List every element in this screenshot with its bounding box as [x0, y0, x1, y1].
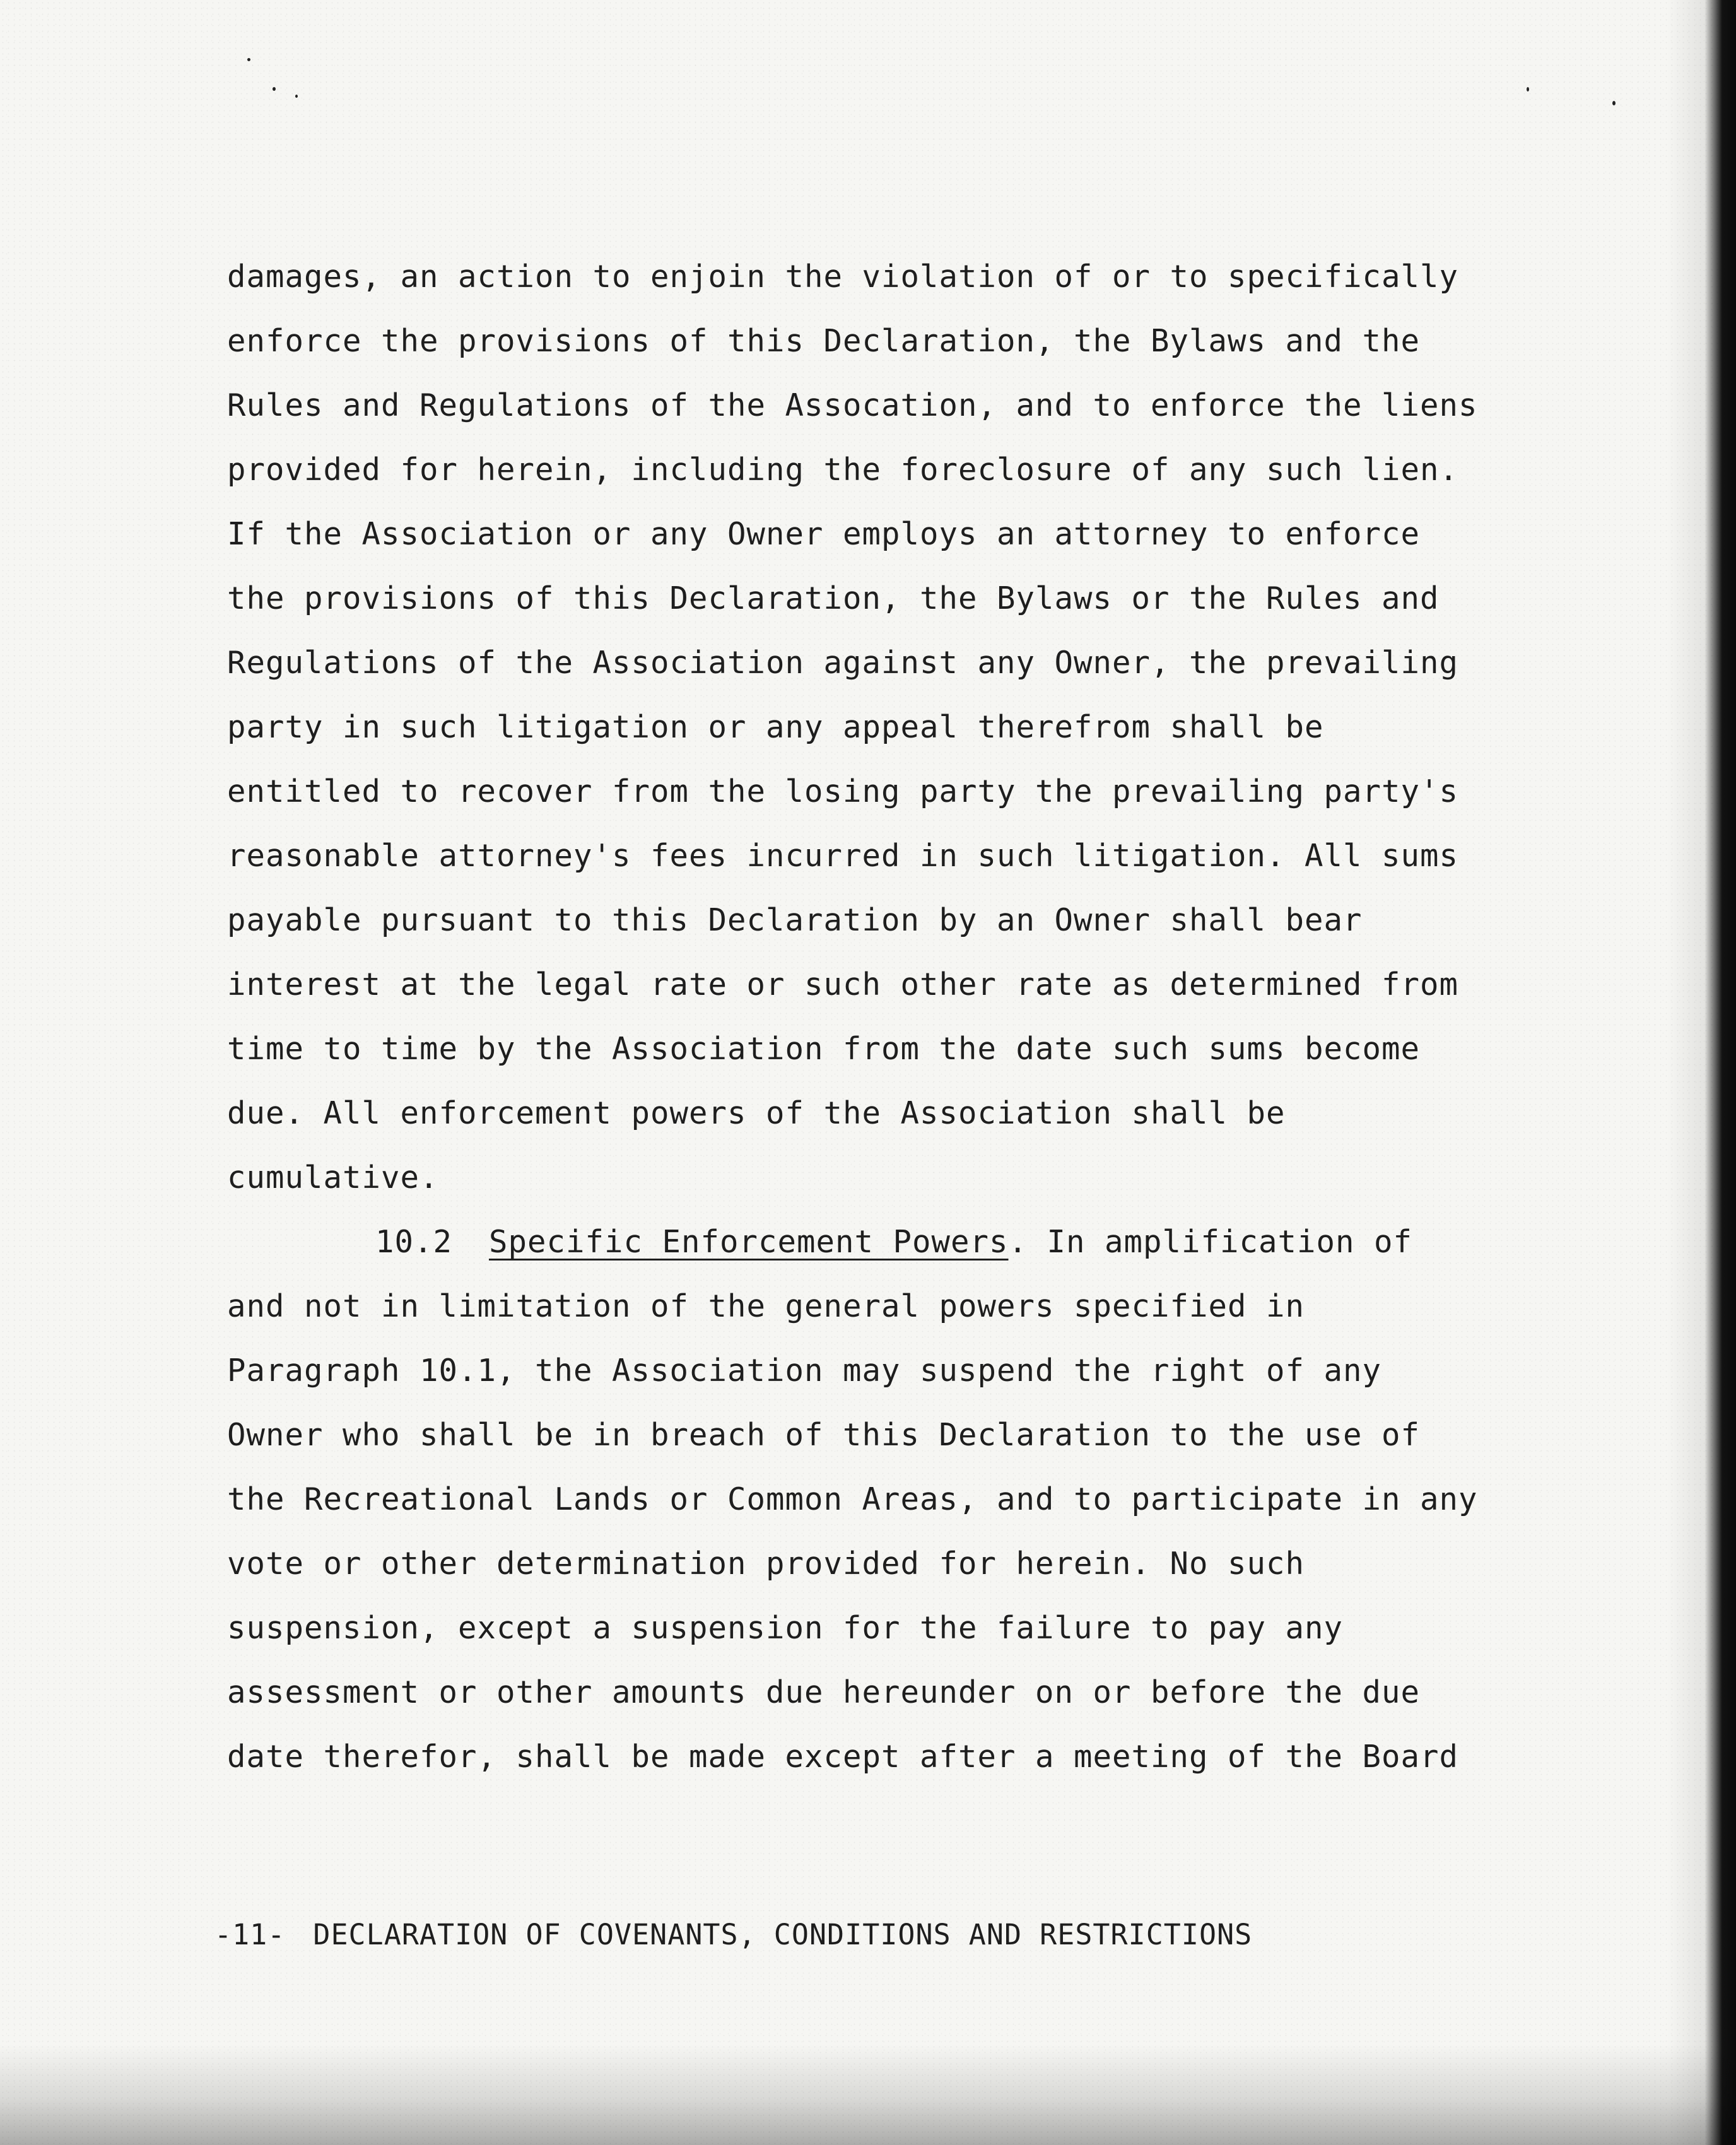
text-line: payable pursuant to this Declaration by an Owner shall bear: [227, 902, 1363, 938]
text-line: Paragraph 10.1, the Association may suspend the right of any: [227, 1353, 1382, 1389]
scan-edge-shadow-right: [1667, 0, 1736, 2145]
section-number: 10.2: [375, 1224, 453, 1260]
text-line: If the Association or any Owner employs an attorney to enforce: [227, 516, 1421, 552]
text-line: suspension, except a suspension for the failure to pay any: [227, 1610, 1344, 1646]
text-line: assessment or other amounts due hereunder on or before the due: [227, 1674, 1421, 1710]
text-line: reasonable attorney's fees incurred in such litigation. All sums: [227, 838, 1459, 874]
scan-edge-shadow-bottom: [0, 2044, 1736, 2145]
text-line: the Recreational Lands or Common Areas, and to participate in any: [227, 1481, 1478, 1517]
section-title: Specific Enforcement Powers: [489, 1224, 1009, 1260]
footer-document-title: DECLARATION OF COVENANTS, CONDITIONS AND RESTRICTIONS: [313, 1918, 1253, 1951]
text-line: damages, an action to enjoin the violation of or to specifically: [227, 259, 1459, 295]
text-line: the provisions of this Declaration, the Bylaws or the Rules and: [227, 580, 1440, 616]
text-line: cumulative.: [227, 1160, 439, 1196]
text-line: provided for herein, including the foreclosure of any such lien.: [227, 452, 1459, 488]
text-line: and not in limitation of the general powers specified in: [227, 1288, 1305, 1324]
text-line: date therefor, shall be made except after a meeting of the Board: [227, 1739, 1459, 1775]
text-line: time to time by the Association from the date such sums become: [227, 1031, 1421, 1067]
scan-speck: [1527, 87, 1529, 91]
text-line: Regulations of the Association against any Owner, the prevailing: [227, 645, 1459, 681]
text-line: party in such litigation or any appeal therefrom shall be: [227, 709, 1324, 745]
scan-speck: [295, 95, 298, 98]
text-line: due. All enforcement powers of the Association shall be: [227, 1095, 1286, 1131]
section-heading-10-2: [227, 1210, 1508, 1274]
text-line: vote or other determination provided for herein. No such: [227, 1546, 1305, 1582]
text-line: Owner who shall be in breach of this Declaration to the use of: [227, 1417, 1421, 1453]
body-text: [227, 245, 1508, 1789]
scan-speck: [1612, 101, 1616, 105]
text-line: interest at the legal rate or such other rate as determined from: [227, 967, 1459, 1002]
text-line: entitled to recover from the losing party the prevailing party's: [227, 773, 1459, 809]
section-first-line-text: . In amplification of: [1008, 1224, 1413, 1260]
page-footer: [214, 1918, 1252, 1951]
text-line: Rules and Regulations of the Assocation, and to enforce the liens: [227, 387, 1478, 423]
text-line: enforce the provisions of this Declaration, the Bylaws and the: [227, 323, 1421, 359]
page-number: -11-: [214, 1918, 286, 1951]
scan-speck: [247, 58, 250, 61]
scan-speck: [273, 87, 276, 91]
